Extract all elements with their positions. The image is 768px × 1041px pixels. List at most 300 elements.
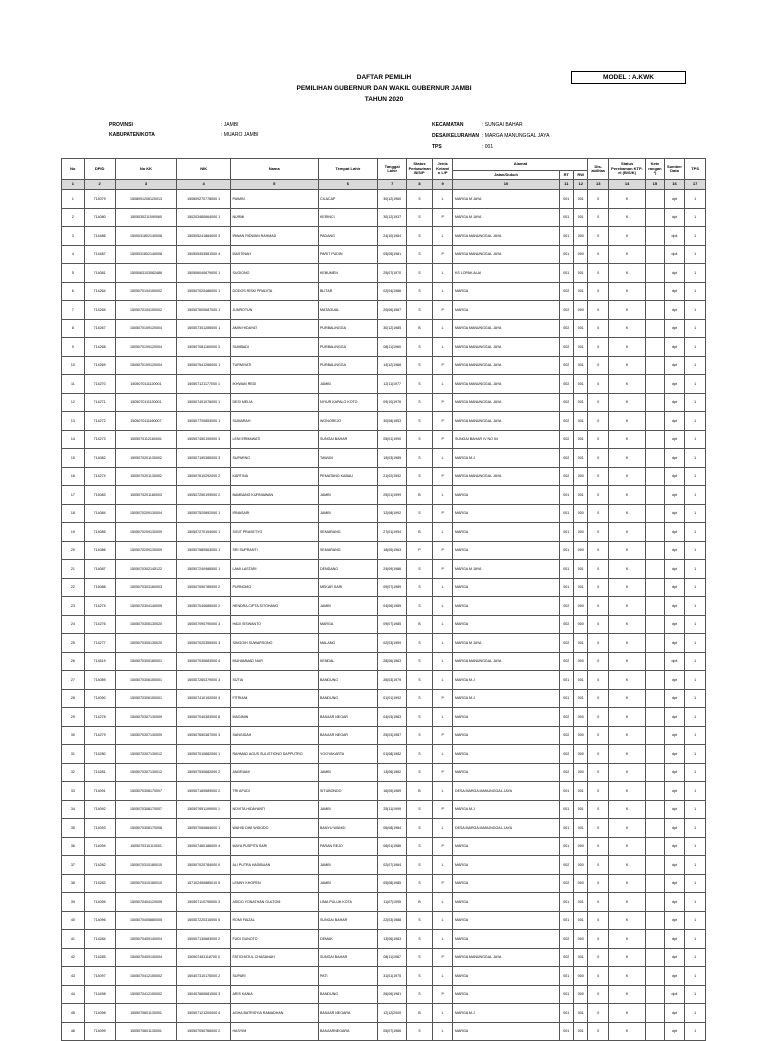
cell-no-kk: 1505070201130002 bbox=[115, 467, 177, 486]
cell-jalan: MARGA MANUNGGAL JAYA bbox=[453, 467, 559, 486]
cell-nik: 150505453581000 4 bbox=[177, 245, 231, 264]
cell-dpid: 714283 bbox=[84, 874, 115, 893]
cell-ktp-el: K bbox=[609, 245, 646, 264]
cell-tps: 1 bbox=[685, 615, 706, 634]
cell-jenis-kelamin: L bbox=[432, 745, 453, 764]
cell-sumber-data: dpt bbox=[664, 375, 685, 394]
cell-ktp-el: K bbox=[609, 911, 646, 930]
cell-ktp-el: K bbox=[609, 856, 646, 875]
cell-rw: 000 bbox=[574, 504, 588, 523]
cell-sumber-data: dpt bbox=[664, 541, 685, 560]
cell-tempat-lahir: CILACAP bbox=[318, 190, 378, 209]
cell-disabilitas: 0 bbox=[588, 1022, 609, 1041]
cell-nama: LENNY KHOPEN bbox=[230, 874, 318, 893]
cell-status: B bbox=[407, 893, 433, 912]
cell-jenis-kelamin: L bbox=[432, 597, 453, 616]
cell-status: S bbox=[407, 356, 433, 375]
cell-tempat-lahir: BANDUNG bbox=[318, 689, 378, 708]
cell-rw: 001 bbox=[574, 282, 588, 301]
cell-rw: 000 bbox=[574, 245, 588, 264]
cell-nik: 150507610292000 2 bbox=[177, 467, 231, 486]
cell-tempat-lahir: JAMBI bbox=[318, 597, 378, 616]
cell-rw: 001 bbox=[574, 948, 588, 967]
cell-nik: 150507651199000 1 bbox=[177, 800, 231, 819]
cell-tanggal-lahir: 09|07|1985 bbox=[378, 615, 407, 634]
cell-tempat-lahir: PURBALINGGA bbox=[318, 356, 378, 375]
cell-nama: SUMBADI bbox=[230, 338, 318, 357]
cell-nama: ASIDO YONATHAN GULTOM bbox=[230, 893, 318, 912]
cell-sumber-data: dpt bbox=[664, 319, 685, 338]
column-number: 5 bbox=[230, 180, 318, 190]
cell-dpid: 714093 bbox=[84, 819, 115, 838]
cell-no: 25 bbox=[62, 634, 85, 653]
table-row bbox=[62, 393, 706, 412]
cell-jalan: MARGA MANUNGGAL JAYA bbox=[453, 652, 559, 671]
cell-jalan: MARGA M.J bbox=[453, 671, 559, 690]
cell-tps: 1 bbox=[685, 319, 706, 338]
cell-jalan: MARGA M.J bbox=[453, 1004, 559, 1023]
cell-dpid: 714081 bbox=[84, 264, 115, 283]
cell-no: 45 bbox=[62, 1004, 85, 1023]
cell-keterangan bbox=[646, 208, 665, 227]
column-number: 3 bbox=[115, 180, 177, 190]
cell-disabilitas: 0 bbox=[588, 782, 609, 801]
cell-jenis-kelamin: L bbox=[432, 449, 453, 468]
document-title: DAFTAR PEMILIH bbox=[356, 74, 412, 81]
cell-tps: 1 bbox=[685, 190, 706, 209]
cell-no-kk: 1505070307130009 bbox=[115, 708, 177, 727]
cell-nama: ANDRIANI bbox=[230, 763, 318, 782]
cell-tanggal-lahir: 31|01|1975 bbox=[378, 967, 407, 986]
cell-nik: 150507541266000 1 bbox=[177, 356, 231, 375]
cell-dpid: 714282 bbox=[84, 856, 115, 875]
table-row bbox=[62, 578, 706, 597]
cell-disabilitas: 0 bbox=[588, 504, 609, 523]
cell-tps: 1 bbox=[685, 745, 706, 764]
cell-ktp-el: K bbox=[609, 671, 646, 690]
cell-rw: 001 bbox=[574, 689, 588, 708]
table-row bbox=[62, 227, 706, 246]
cell-status: B bbox=[407, 319, 433, 338]
cell-keterangan bbox=[646, 856, 665, 875]
cell-tps: 1 bbox=[685, 911, 706, 930]
cell-tempat-lahir: PEMATANG KABAU bbox=[318, 467, 378, 486]
cell-ktp-el: K bbox=[609, 578, 646, 597]
table-body bbox=[62, 190, 706, 1041]
cell-tps: 1 bbox=[685, 1022, 706, 1041]
cell-dpid: 714083 bbox=[84, 486, 115, 505]
cell-disabilitas: 0 bbox=[588, 652, 609, 671]
cell-nama: AMIN HIDAYAT bbox=[230, 319, 318, 338]
cell-nik: 150507160589000 2 bbox=[177, 782, 231, 801]
cell-tempat-lahir: MARGA bbox=[318, 615, 378, 634]
cell-jalan: MARGA bbox=[453, 301, 559, 320]
cell-ktp-el: K bbox=[609, 819, 646, 838]
cell-sumber-data: dpt bbox=[664, 467, 685, 486]
cell-dpid: 714080 bbox=[84, 208, 115, 227]
cell-rt: 001 bbox=[559, 504, 573, 523]
header-nama: Nama bbox=[230, 159, 318, 180]
table-row bbox=[62, 486, 706, 505]
cell-nama: SIGIT PRASETYO bbox=[230, 523, 318, 542]
cell-sumber-data: dpt bbox=[664, 893, 685, 912]
cell-dpid: 714085 bbox=[84, 523, 115, 542]
cell-nik: 150507040383000 8 bbox=[177, 708, 231, 727]
cell-no-kk: 1505070308170007 bbox=[115, 782, 177, 801]
cell-rt: 002 bbox=[559, 634, 573, 653]
cell-disabilitas: 0 bbox=[588, 726, 609, 745]
cell-rw: 001 bbox=[574, 430, 588, 449]
cell-no-kk: 1505070412150002 bbox=[115, 985, 177, 1004]
cell-keterangan bbox=[646, 430, 665, 449]
cell-no-kk: 1505070304140005 bbox=[115, 597, 177, 616]
cell-tps: 1 bbox=[685, 634, 706, 653]
cell-tanggal-lahir: 13|06|1982 bbox=[378, 763, 407, 782]
cell-ktp-el: K bbox=[609, 689, 646, 708]
cell-jalan: MARGA bbox=[453, 763, 559, 782]
cell-tanggal-lahir: 05|01|1990 bbox=[378, 430, 407, 449]
tps-label: TPS bbox=[432, 144, 442, 150]
cell-no-kk: 1505070308170008 bbox=[115, 819, 177, 838]
cell-sumber-data: dpt bbox=[664, 412, 685, 431]
cell-nik: 150507530682000 2 bbox=[177, 763, 231, 782]
cell-no: 4 bbox=[62, 245, 85, 264]
table-row bbox=[62, 689, 706, 708]
cell-no-kk: 1505070409140004 bbox=[115, 930, 177, 949]
cell-jenis-kelamin: L bbox=[432, 615, 453, 634]
cell-status: S bbox=[407, 930, 433, 949]
cell-jalan: MARGA bbox=[453, 504, 559, 523]
cell-dpid: 714281 bbox=[84, 763, 115, 782]
cell-disabilitas: 0 bbox=[588, 190, 609, 209]
cell-disabilitas: 0 bbox=[588, 837, 609, 856]
cell-keterangan bbox=[646, 504, 665, 523]
cell-keterangan bbox=[646, 726, 665, 745]
table-row bbox=[62, 726, 706, 745]
table-row bbox=[62, 412, 706, 431]
cell-disabilitas: 0 bbox=[588, 763, 609, 782]
cell-jenis-kelamin: L bbox=[432, 190, 453, 209]
cell-jenis-kelamin: L bbox=[432, 708, 453, 727]
cell-dpid: 714088 bbox=[84, 578, 115, 597]
table-row bbox=[62, 800, 706, 819]
cell-rt: 002 bbox=[559, 301, 573, 320]
table-row bbox=[62, 504, 706, 523]
cell-ktp-el: K bbox=[609, 375, 646, 394]
cell-disabilitas: 0 bbox=[588, 597, 609, 616]
cell-keterangan bbox=[646, 301, 665, 320]
cell-tempat-lahir: PARIT PUDIN bbox=[318, 245, 378, 264]
cell-disabilitas: 0 bbox=[588, 930, 609, 949]
table-row bbox=[62, 911, 706, 930]
cell-sumber-data: dp4 bbox=[664, 652, 685, 671]
cell-sumber-data: dpt bbox=[664, 726, 685, 745]
cell-tps: 1 bbox=[685, 967, 706, 986]
cell-status: S bbox=[407, 597, 433, 616]
cell-jenis-kelamin: P bbox=[432, 763, 453, 782]
cell-disabilitas: 0 bbox=[588, 745, 609, 764]
cell-keterangan bbox=[646, 467, 665, 486]
cell-tps: 1 bbox=[685, 800, 706, 819]
cell-no: 13 bbox=[62, 412, 85, 431]
cell-jalan: MARGA MANUNGGAL JAYA bbox=[453, 338, 559, 357]
cell-disabilitas: 0 bbox=[588, 819, 609, 838]
cell-status: S bbox=[407, 338, 433, 357]
cell-tps: 1 bbox=[685, 689, 706, 708]
cell-disabilitas: 0 bbox=[588, 319, 609, 338]
cell-jalan: MARGA bbox=[453, 578, 559, 597]
cell-jalan: MARGA bbox=[453, 837, 559, 856]
table-row bbox=[62, 819, 706, 838]
cell-status: B bbox=[407, 782, 433, 801]
cell-status: B bbox=[407, 486, 433, 505]
table-row bbox=[62, 985, 706, 1004]
cell-keterangan bbox=[646, 264, 665, 283]
cell-jenis-kelamin: L bbox=[432, 634, 453, 653]
table-row bbox=[62, 208, 706, 227]
cell-nama: NURMI bbox=[230, 208, 318, 227]
cell-nama: FUDI GUNOTO bbox=[230, 930, 318, 949]
cell-ktp-el: K bbox=[609, 948, 646, 967]
cell-jenis-kelamin: L bbox=[432, 486, 453, 505]
cell-ktp-el: K bbox=[609, 1004, 646, 1023]
cell-tempat-lahir: PURBALINGGA bbox=[318, 338, 378, 357]
cell-no: 29 bbox=[62, 708, 85, 727]
cell-disabilitas: 0 bbox=[588, 208, 609, 227]
cell-status: S bbox=[407, 948, 433, 967]
cell-keterangan bbox=[646, 245, 665, 264]
cell-no: 24 bbox=[62, 615, 85, 634]
cell-sumber-data: dpt bbox=[664, 819, 685, 838]
cell-sumber-data: dp4 bbox=[664, 227, 685, 246]
cell-disabilitas: 0 bbox=[588, 467, 609, 486]
cell-keterangan bbox=[646, 837, 665, 856]
cell-status: S bbox=[407, 190, 433, 209]
cell-tempat-lahir: JAMBI bbox=[318, 375, 378, 394]
cell-keterangan bbox=[646, 560, 665, 579]
kecamatan-label: KECAMATAN bbox=[432, 122, 464, 128]
cell-no: 20 bbox=[62, 541, 85, 560]
cell-tempat-lahir: SUNGAI BAHAR bbox=[318, 911, 378, 930]
cell-ktp-el: K bbox=[609, 190, 646, 209]
cell-tempat-lahir: BANJAR NEGAR bbox=[318, 708, 378, 727]
cell-rt: 002 bbox=[559, 430, 573, 449]
cell-jalan: MARGA bbox=[453, 874, 559, 893]
cell-nama: FITRIANI bbox=[230, 689, 318, 708]
cell-tanggal-lahir: 09|07|1989 bbox=[378, 578, 407, 597]
cell-no: 26 bbox=[62, 652, 85, 671]
cell-ktp-el: K bbox=[609, 393, 646, 412]
cell-nik: 150507481118700 0 bbox=[177, 948, 231, 967]
cell-tanggal-lahir: 12|08|1992 bbox=[378, 504, 407, 523]
cell-rw: 001 bbox=[574, 338, 588, 357]
cell-keterangan bbox=[646, 689, 665, 708]
cell-no: 42 bbox=[62, 948, 85, 967]
cell-tempat-lahir: KENDAL bbox=[318, 652, 378, 671]
cell-tanggal-lahir: 04|03|1983 bbox=[378, 708, 407, 727]
cell-nama: SANGIDAH bbox=[230, 726, 318, 745]
cell-jenis-kelamin: P bbox=[432, 726, 453, 745]
cell-jenis-kelamin: P bbox=[432, 245, 453, 264]
cell-rt: 001 bbox=[559, 486, 573, 505]
cell-rw: 001 bbox=[574, 264, 588, 283]
header-jenis-kelamin: Jenis Kelami n L/P bbox=[432, 159, 453, 180]
cell-sumber-data: dpt bbox=[664, 837, 685, 856]
cell-tanggal-lahir: 02|03|1959 bbox=[378, 634, 407, 653]
cell-jalan: MARGA M.J bbox=[453, 449, 559, 468]
cell-tempat-lahir: SITUBONDO bbox=[318, 782, 378, 801]
cell-tps: 1 bbox=[685, 523, 706, 542]
cell-no: 17 bbox=[62, 486, 85, 505]
cell-keterangan bbox=[646, 578, 665, 597]
column-number: 9 bbox=[432, 180, 453, 190]
cell-rt: 001 bbox=[559, 819, 573, 838]
column-number: 17 bbox=[685, 180, 706, 190]
cell-jalan: MARGA M JAYA bbox=[453, 190, 559, 209]
cell-jenis-kelamin: L bbox=[432, 578, 453, 597]
cell-keterangan bbox=[646, 393, 665, 412]
cell-jalan: MARGA MANUNGGAL JAYA bbox=[453, 227, 559, 246]
cell-nama: PAIMIN bbox=[230, 190, 318, 209]
cell-sumber-data: dpt bbox=[664, 208, 685, 227]
cell-dpid: 714265 bbox=[84, 301, 115, 320]
cell-status: P bbox=[407, 541, 433, 560]
table-row bbox=[62, 856, 706, 875]
cell-rw: 000 bbox=[574, 523, 588, 542]
cell-nik: 150507090789000 2 bbox=[177, 578, 231, 597]
cell-tanggal-lahir: 11|07|1995 bbox=[378, 893, 407, 912]
cell-tempat-lahir: PARAN REJO bbox=[318, 837, 378, 856]
cell-tps: 1 bbox=[685, 301, 706, 320]
cell-rt: 002 bbox=[559, 282, 573, 301]
cell-sumber-data: dpt bbox=[664, 615, 685, 634]
cell-no-kk: 1505070201180003 bbox=[115, 486, 177, 505]
cell-no-kk: 1505070305130020 bbox=[115, 615, 177, 634]
cell-status: B bbox=[407, 615, 433, 634]
cell-rw: 001 bbox=[574, 800, 588, 819]
table-row bbox=[62, 245, 706, 264]
cell-tempat-lahir: SEMARANG bbox=[318, 523, 378, 542]
cell-jalan: MARGA bbox=[453, 282, 559, 301]
cell-nama: ROMI FAIZAL bbox=[230, 911, 318, 930]
cell-ktp-el: K bbox=[609, 560, 646, 579]
cell-sumber-data: dpt bbox=[664, 874, 685, 893]
cell-nama: HADI SISWANTO bbox=[230, 615, 318, 634]
document-subtitle: PEMILIHAN GUBERNUR DAN WAKIL GUBERNUR JAMBI bbox=[296, 85, 472, 92]
cell-nama: TRI AFUDI bbox=[230, 782, 318, 801]
cell-no-kk: 1505070310110001 bbox=[115, 837, 177, 856]
cell-tps: 1 bbox=[685, 1004, 706, 1023]
cell-tps: 1 bbox=[685, 282, 706, 301]
cell-status: S bbox=[407, 708, 433, 727]
cell-disabilitas: 0 bbox=[588, 800, 609, 819]
cell-no: 10 bbox=[62, 356, 85, 375]
cell-dpid: 714084 bbox=[84, 504, 115, 523]
cell-rw: 001 bbox=[574, 1004, 588, 1023]
cell-disabilitas: 0 bbox=[588, 615, 609, 634]
cell-tanggal-lahir: 22|03|1988 bbox=[378, 911, 407, 930]
cell-status: S bbox=[407, 745, 433, 764]
table-row bbox=[62, 745, 706, 764]
cell-jenis-kelamin: L bbox=[432, 319, 453, 338]
cell-jalan: MARGA bbox=[453, 745, 559, 764]
cell-keterangan bbox=[646, 190, 665, 209]
cell-tanggal-lahir: 12|11|1977 bbox=[378, 375, 407, 394]
model-box: MODEL : A.KWK bbox=[571, 71, 686, 84]
cell-tanggal-lahir: 06|01|1986 bbox=[378, 837, 407, 856]
cell-rw: 000 bbox=[574, 726, 588, 745]
cell-nik: 150507600687000 1 bbox=[177, 301, 231, 320]
header-no: No bbox=[62, 159, 85, 180]
table-row bbox=[62, 782, 706, 801]
cell-tps: 1 bbox=[685, 782, 706, 801]
cell-keterangan bbox=[646, 282, 665, 301]
cell-dpid: 714280 bbox=[84, 745, 115, 764]
cell-no: 12 bbox=[62, 393, 85, 412]
cell-status: S bbox=[407, 671, 433, 690]
cell-ktp-el: K bbox=[609, 208, 646, 227]
cell-status: S bbox=[407, 430, 433, 449]
cell-sumber-data: dpt bbox=[664, 708, 685, 727]
cell-tps: 1 bbox=[685, 578, 706, 597]
cell-jenis-kelamin: L bbox=[432, 1004, 453, 1023]
cell-nik: 150507650387000 3 bbox=[177, 726, 231, 745]
cell-keterangan bbox=[646, 634, 665, 653]
cell-sumber-data: dpt bbox=[664, 763, 685, 782]
cell-jenis-kelamin: P bbox=[432, 393, 453, 412]
cell-disabilitas: 0 bbox=[588, 356, 609, 375]
cell-keterangan bbox=[646, 911, 665, 930]
cell-dpid: 714264 bbox=[84, 282, 115, 301]
cell-jenis-kelamin: P bbox=[432, 689, 453, 708]
cell-jenis-kelamin: P bbox=[432, 837, 453, 856]
cell-no: 33 bbox=[62, 782, 85, 801]
cell-no-kk: 1505031802140008 bbox=[115, 227, 177, 246]
cell-jalan: MARGA M JAYA bbox=[453, 634, 559, 653]
cell-tempat-lahir: DENDANG bbox=[318, 560, 378, 579]
cell-rw: 001 bbox=[574, 449, 588, 468]
cell-tps: 1 bbox=[685, 449, 706, 468]
cell-dpid: 714091 bbox=[84, 782, 115, 801]
cell-rw: 000 bbox=[574, 597, 588, 616]
table-row bbox=[62, 874, 706, 893]
cell-nik: 150507090790000 3 bbox=[177, 615, 231, 634]
cell-jenis-kelamin: L bbox=[432, 911, 453, 930]
cell-tanggal-lahir: 19|03|1985 bbox=[378, 449, 407, 468]
cell-no: 34 bbox=[62, 800, 85, 819]
cell-ktp-el: K bbox=[609, 227, 646, 246]
cell-ktp-el: K bbox=[609, 264, 646, 283]
header-tanggal-lahir: Tanggal Lahir bbox=[378, 159, 407, 180]
cell-status: S bbox=[407, 393, 433, 412]
cell-rt: 002 bbox=[559, 467, 573, 486]
kabupaten-value: : MUARO JAMBI bbox=[221, 132, 259, 138]
table-row bbox=[62, 356, 706, 375]
cell-keterangan bbox=[646, 615, 665, 634]
cell-jalan: MARGA MANUNGGAL JAYA bbox=[453, 393, 559, 412]
table-row bbox=[62, 634, 706, 653]
cell-no-kk: 1505070201130002 bbox=[115, 449, 177, 468]
cell-tanggal-lahir: 25|11|1999 bbox=[378, 800, 407, 819]
cell-jenis-kelamin: L bbox=[432, 819, 453, 838]
cell-rt: 001 bbox=[559, 190, 573, 209]
cell-nama: SUGIONO bbox=[230, 264, 318, 283]
cell-jalan: MARGA bbox=[453, 856, 559, 875]
cell-keterangan bbox=[646, 893, 665, 912]
cell-sumber-data: dpt bbox=[664, 911, 685, 930]
cell-tps: 1 bbox=[685, 985, 706, 1004]
cell-disabilitas: 0 bbox=[588, 375, 609, 394]
